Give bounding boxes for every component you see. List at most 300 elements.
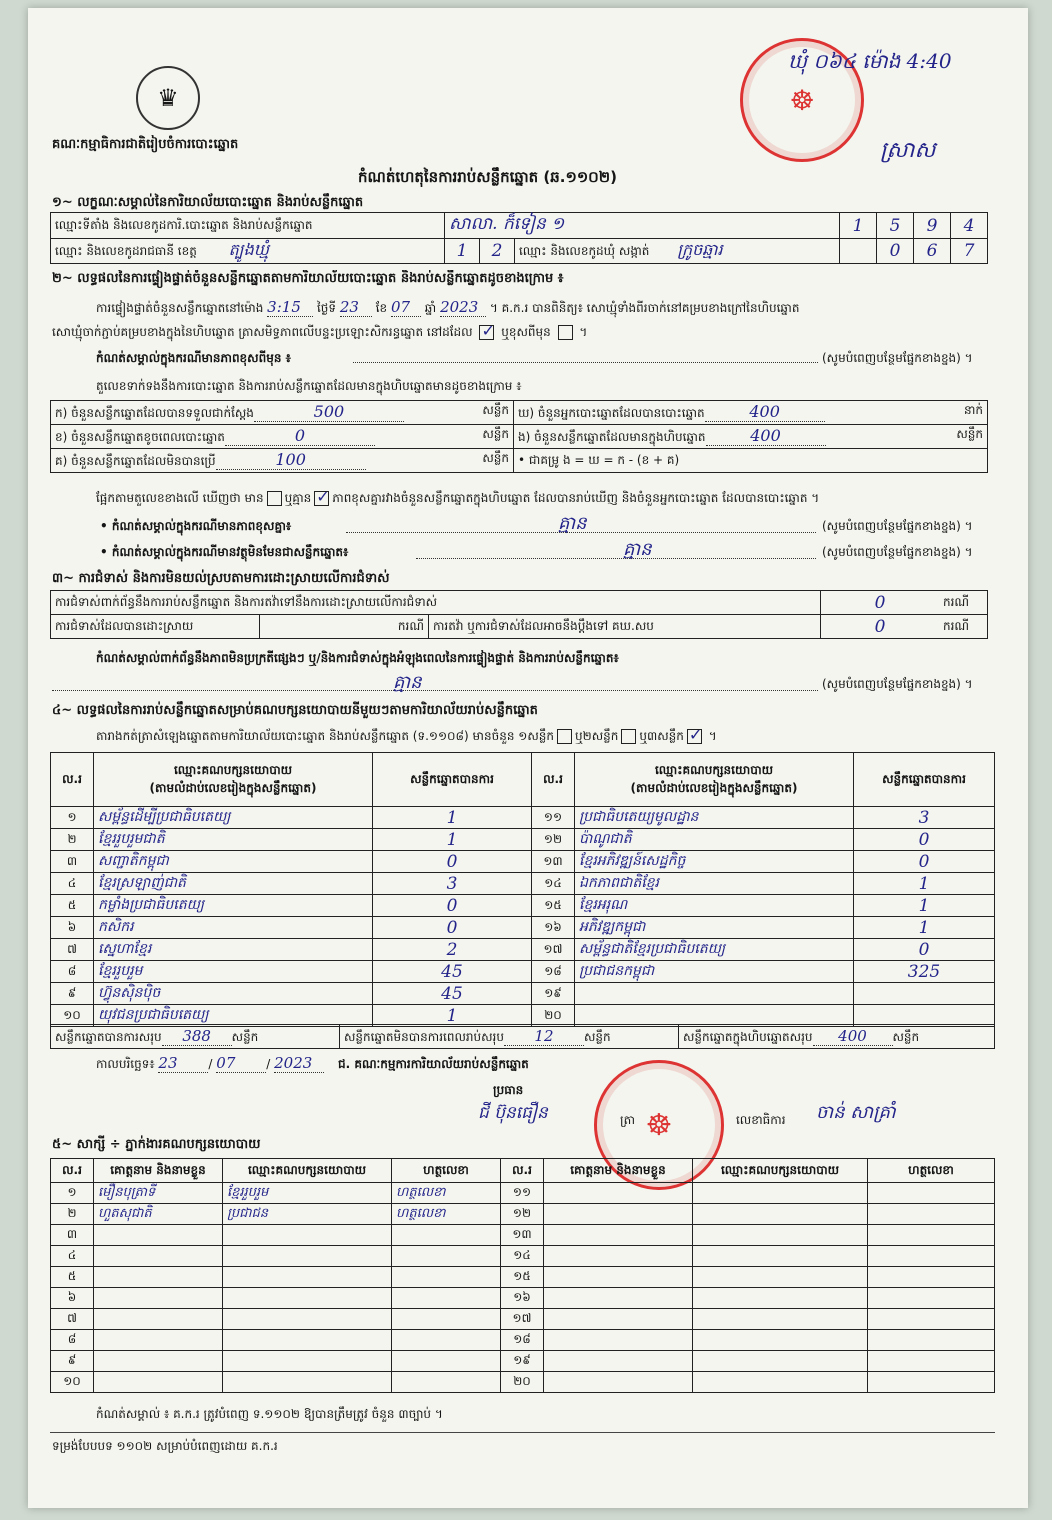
col-votes: សន្លឹកឆ្នោតបានការ — [373, 753, 532, 807]
party-name: សម្ព័ន្ធដើម្បីប្រជាធិបតេយ្យ — [94, 807, 373, 829]
party-name: ខ្មែរស្រឡាញ់ជាតិ — [94, 873, 373, 895]
witness-party — [693, 1225, 868, 1246]
table-row — [51, 1288, 995, 1309]
witness-signature — [392, 1330, 501, 1351]
province-label: ឈ្មោះ និងលេខកូដរាជធានី ខេត្ត — [55, 244, 197, 258]
objections-label: ការជំទាស់ពាក់ព័ន្ធនឹងការរាប់សន្លឹកឆ្នោត និងការតវ៉ាទៅនឹងការដោះស្រាយលើការជំទាស់ — [51, 591, 821, 615]
top-right-signature: ស្រាស — [880, 138, 936, 163]
difference-note-line — [353, 362, 818, 363]
witness-name — [94, 1267, 223, 1288]
section-4-title: ៤~ លទ្ធផលនៃការរាប់សន្លឹកឆ្នោតសម្រាប់គណបក្សនយោបាយនីមួយៗតាមការិយាល័យរាប់សន្លឹកឆ្នោត — [52, 703, 538, 718]
verification-line-2: សោឃ្មុំចាក់ភ្ជាប់គម្របខាងក្នុងនៃហិបឆ្នោត ត្រាសមិទ្ធភាពលើបន្ទះប្រឡោះសិករន្ធឆ្នោត នៅដដែល ✓ ឬខុសពីមុន ។ — [52, 324, 587, 342]
witness-name — [544, 1267, 693, 1288]
stamp-label: ត្រា — [620, 1113, 635, 1127]
witness-no: ៩ — [51, 1351, 94, 1372]
spoiled-ballots-unit: សន្លឹក — [482, 427, 509, 441]
witness-party — [223, 1309, 392, 1330]
one-sheet-checkbox[interactable] — [557, 729, 572, 744]
ballots-in-box-unit: សន្លឹក — [956, 427, 983, 441]
objections-table — [50, 590, 988, 639]
witness-no: ១៣ — [501, 1225, 544, 1246]
verification-text-a: ការផ្ទៀងផ្ទាត់ចំនួនសន្លឹកឆ្នោតនៅម៉ោង — [96, 301, 264, 315]
tally-sheet-text: តារាងកត់ត្រាសំឡេងឆ្នោតតាមការិយាល័យបោះឆ្នោត និងរាប់សន្លឹកឆ្នោត (ទ.១១០៨) មានចំនួន ១សន្លឹក — [96, 729, 554, 743]
discrepancy-note-line — [346, 532, 816, 533]
chair-signature: ជី ប៊ុនធឿន — [478, 1103, 548, 1123]
witness-no: ៨ — [51, 1330, 94, 1351]
province-row — [51, 239, 445, 264]
party-no: ៥ — [51, 895, 94, 917]
witness-signature — [392, 1372, 501, 1393]
party-votes: 3 — [373, 873, 532, 895]
party-name: អភិវឌ្ឍកម្ពុជា — [575, 917, 854, 939]
table-row — [51, 829, 995, 851]
witness-name — [544, 1309, 693, 1330]
table-row — [51, 1246, 995, 1267]
witness-party — [693, 1309, 868, 1330]
col-votes: សន្លឹកឆ្នោតបានការ — [854, 753, 995, 807]
party-votes: 325 — [854, 961, 995, 983]
witness-no: ២០ — [501, 1372, 544, 1393]
witness-name — [94, 1225, 223, 1246]
commune-label: ឈ្មោះ និងលេខកូដឃុំ សង្កាត់ — [519, 244, 650, 258]
unused-ballots-value: 100 — [216, 450, 366, 470]
box-total-value: 400 — [813, 1027, 893, 1046]
witness-signature — [868, 1225, 995, 1246]
witness-name — [544, 1351, 693, 1372]
valid-total-value: 388 — [162, 1027, 232, 1046]
party-no: ១៨ — [532, 961, 575, 983]
province-code-digit: 1 — [445, 239, 480, 264]
witness-no: ៧ — [51, 1309, 94, 1330]
commune-row — [515, 239, 840, 264]
witness-signature — [868, 1204, 995, 1225]
date-month: 07 — [216, 1054, 266, 1073]
formula-cell: • ជាគម្រូ ង = ឃ = ក - (ខ + គ) — [514, 449, 988, 473]
commune-code-spacer — [840, 239, 877, 264]
invalid-total-cell — [340, 1025, 679, 1049]
objections-value: 0 — [821, 591, 940, 615]
secretary-title: លេខាធិការ — [736, 1113, 786, 1127]
witness-party — [223, 1351, 392, 1372]
table-row — [51, 939, 995, 961]
table-row — [51, 873, 995, 895]
witness-no: ១៧ — [501, 1309, 544, 1330]
section-5-title: ៥~ សាក្សី ÷ ភ្នាក់ងារគណបក្សនយោបាយ — [52, 1137, 261, 1152]
province-code-digit: 2 — [480, 239, 515, 264]
col-signature: ហត្ថលេខា — [868, 1159, 995, 1183]
objections-unit: ករណី — [939, 591, 988, 615]
party-no: ៨ — [51, 961, 94, 983]
footer-note: កំណត់សម្គាល់ ៖ គ.ក.រ ត្រូវបំពេញ ទ.១១០២ ឱ្យបានត្រឹមត្រូវ ចំនួន ៣ច្បាប់ ។ — [96, 1407, 443, 1421]
witness-name — [94, 1288, 223, 1309]
witness-party — [223, 1267, 392, 1288]
witness-signature: ហត្ថលេខា — [392, 1183, 501, 1204]
col-party — [575, 753, 854, 807]
spoiled-ballots-cell — [51, 425, 514, 449]
witness-signature — [392, 1309, 501, 1330]
party-name: ខ្មែររួបរួមជាតិ — [94, 829, 373, 851]
party-no: ៤ — [51, 873, 94, 895]
table-row — [51, 1183, 995, 1204]
col-name: គោត្តនាម និងនាមខ្លួន — [94, 1159, 223, 1183]
box-total-unit: សន្លឹក — [892, 1029, 920, 1044]
appealed-value: 0 — [821, 615, 940, 639]
witness-party — [223, 1225, 392, 1246]
box-total-label: សន្លឹកឆ្នោតក្នុងហិបឆ្នោតសរុប — [683, 1029, 813, 1044]
no-discrepancy-checkbox[interactable] — [314, 491, 329, 506]
col-no: ល.រ — [501, 1159, 544, 1183]
witness-party — [223, 1330, 392, 1351]
commune-code-digit: 7 — [951, 239, 988, 264]
changed-checkbox[interactable] — [558, 325, 573, 340]
col-party-sub: (តាមលំដាប់លេខរៀងក្នុងសន្លឹកឆ្នោត) — [149, 780, 317, 795]
location-code-digit: 9 — [914, 213, 951, 239]
witness-no: ២ — [51, 1204, 94, 1225]
spoiled-ballots-label: ខ) ចំនួនសន្លឹកឆ្នោតខូចពេលបោះឆ្នោត — [55, 430, 225, 444]
witness-signature — [868, 1351, 995, 1372]
box-total-cell — [679, 1025, 995, 1049]
verification-text-2: សោឃ្មុំចាក់ភ្ជាប់គម្របខាងក្នុងនៃហិបឆ្នោត ត្រាសមិទ្ធភាពលើបន្ទះប្រឡោះសិករន្ធឆ្នោត នៅដដែល — [52, 325, 473, 339]
party-votes: 0 — [854, 939, 995, 961]
party-votes: 1 — [373, 1005, 532, 1027]
col-signature: ហត្ថលេខា — [392, 1159, 501, 1183]
discrepancy-note-value: គ្មាន — [558, 513, 587, 534]
witness-no: ៤ — [51, 1246, 94, 1267]
party-name: ហ៊្វុនស៊ិនប៉ិច — [94, 983, 373, 1005]
col-name: គោត្តនាម និងនាមខ្លួន — [544, 1159, 693, 1183]
party-votes: 1 — [373, 807, 532, 829]
witness-signature — [392, 1288, 501, 1309]
party-no: ១២ — [532, 829, 575, 851]
official-stamp-bottom: ☸ — [594, 1060, 724, 1190]
changed-label: ឬខុសពីមុន — [501, 325, 551, 339]
table-row — [51, 807, 995, 829]
party-votes: 0 — [373, 851, 532, 873]
commune-code-digit: 0 — [877, 239, 914, 264]
section-3-title: ៣~ ការជំទាស់ និងការមិនយល់ស្របតាមការដោះស្រាយលើការជំទាស់ — [52, 571, 390, 586]
witness-party — [223, 1288, 392, 1309]
party-name: យុវជនប្រជាធិបតេយ្យ — [94, 1005, 373, 1027]
form-page — [28, 8, 1028, 1508]
discrepancy-line — [96, 490, 1016, 508]
witness-no: ១០ — [51, 1372, 94, 1393]
witness-no: ១៨ — [501, 1330, 544, 1351]
foreign-object-note-label: • កំណត់សម្គាល់ក្នុងករណីមានវត្ថុមិនមែនជាសន្លឹកឆ្នោត៖ — [100, 545, 349, 559]
party-no: ១៥ — [532, 895, 575, 917]
party-name: កម្លាំងប្រជាធិបតេយ្យ — [94, 895, 373, 917]
commune-code-digit: 6 — [914, 239, 951, 264]
table-row — [51, 895, 995, 917]
party-name: ប្រជាជនកម្ពុជា — [575, 961, 854, 983]
witness-signature — [868, 1267, 995, 1288]
invalid-total-label: សន្លឹកឆ្នោតមិនបានការពេលរាប់សរុប — [344, 1029, 504, 1044]
witness-name — [94, 1351, 223, 1372]
party-name: ឯកភាពជាតិខ្មែរ — [575, 873, 854, 895]
witness-name — [94, 1309, 223, 1330]
appealed-label: ការតវ៉ា ឬការជំទាស់ដែលអាចនឹងប្តឹងទៅ គឃ.សប — [429, 615, 821, 639]
witness-signature — [868, 1309, 995, 1330]
table-row — [51, 1225, 995, 1246]
witness-signature — [868, 1183, 995, 1204]
col-party: ឈ្មោះគណបក្សនយោបាយ — [693, 1159, 868, 1183]
irregularities-note-line — [52, 690, 818, 691]
witness-party — [693, 1267, 868, 1288]
three-sheets-label: ឬ៣សន្លឹក — [639, 729, 684, 743]
form-title: កំណត់ហេតុនៃការរាប់សន្លឹកឆ្នោត (ឆ.១១០២) — [358, 168, 618, 186]
ballots-in-box-value: 400 — [706, 426, 826, 446]
witness-party: ប្រជាជន — [223, 1204, 392, 1225]
spoiled-ballots-value: 0 — [225, 426, 375, 446]
two-sheets-label: ឬ២សន្លឹក — [575, 729, 619, 743]
party-votes: 45 — [373, 983, 532, 1005]
three-sheets-checkbox[interactable] — [687, 729, 702, 744]
witness-name — [544, 1246, 693, 1267]
verification-year: 2023 — [440, 298, 486, 317]
witness-signature — [868, 1246, 995, 1267]
received-ballots-label: ក) ចំនួនសន្លឹកឆ្នោតដែលបានទទួលជាក់ស្តែង — [55, 406, 254, 420]
witness-name — [544, 1330, 693, 1351]
province-value: ត្បូងឃ្មុំ — [228, 240, 269, 259]
col-no: ល.រ — [532, 753, 575, 807]
party-name: ប្រជាធិបតេយ្យមូលដ្ឋាន — [575, 807, 854, 829]
party-results-table — [50, 752, 995, 1027]
col-party-label: ឈ្មោះគណបក្សនយោបាយ — [173, 762, 293, 777]
valid-total-unit: សន្លឹក — [231, 1029, 259, 1044]
col-party: ឈ្មោះគណបក្សនយោបាយ — [223, 1159, 392, 1183]
witness-name — [544, 1288, 693, 1309]
chair-title: ប្រធាន — [493, 1083, 524, 1097]
party-votes: 0 — [854, 851, 995, 873]
unused-ballots-label: គ) ចំនួនសន្លឹកឆ្នោតដែលមិនបានប្រើ — [55, 454, 216, 468]
col-party — [94, 753, 373, 807]
ballot-figures-table — [50, 400, 988, 473]
section-1-table — [50, 212, 988, 264]
witness-party — [223, 1372, 392, 1393]
party-no: ១៩ — [532, 983, 575, 1005]
received-ballots-value: 500 — [254, 402, 404, 422]
section-1-title: ១~ លក្ខណៈសម្គាល់នៃការិយាល័យបោះឆ្នោត និងរាប់សន្លឹកឆ្នោត — [52, 195, 364, 210]
party-no: ១៣ — [532, 851, 575, 873]
party-no: ១១ — [532, 807, 575, 829]
table-row — [51, 1309, 995, 1330]
location-label: ឈ្មោះទីតាំង និងលេខកូដការិ.បោះឆ្នោត និងរាប់សន្លឹកឆ្នោត — [51, 213, 445, 239]
valid-total-cell — [51, 1025, 340, 1049]
foreign-object-note-hint: (សូមបំពេញបន្ថែមផ្នែកខាងខ្នង) ។ — [822, 545, 973, 559]
irregularities-note-hint: (សូមបំពេញបន្ថែមផ្នែកខាងខ្នង) ។ — [822, 677, 973, 691]
irregularities-note-value: គ្មាន — [393, 672, 422, 693]
party-no: ១៤ — [532, 873, 575, 895]
party-votes: 0 — [373, 895, 532, 917]
two-sheets-checkbox[interactable] — [621, 729, 636, 744]
voters-value: 400 — [705, 402, 825, 422]
witness-signature — [868, 1330, 995, 1351]
unused-ballots-unit: សន្លឹក — [482, 451, 509, 465]
witness-no: ៥ — [51, 1267, 94, 1288]
date-day: 23 — [158, 1054, 208, 1073]
appealed-unit: ករណី — [939, 615, 988, 639]
table-row — [51, 961, 995, 983]
witness-no: ១២ — [501, 1204, 544, 1225]
party-no: ១ — [51, 807, 94, 829]
discrepancy-text-b: ឬគ្មាន — [284, 491, 312, 505]
committee-name: គណៈកម្មាធិការជាតិរៀបចំការបោះឆ្នោត — [52, 137, 239, 152]
witness-signature — [868, 1288, 995, 1309]
difference-note-hint: (សូមបំពេញបន្ថែមផ្នែកខាងខ្នង) ។ — [822, 351, 973, 365]
foreign-object-note-line — [416, 558, 816, 559]
party-votes: 45 — [373, 961, 532, 983]
ballots-in-box-cell — [514, 425, 988, 449]
discrepancy-note-label: • កំណត់សម្គាល់ក្នុងករណីមានភាពខុសគ្នា៖ — [100, 519, 292, 533]
witness-party — [693, 1183, 868, 1204]
witness-signature — [392, 1246, 501, 1267]
table-row — [51, 983, 995, 1005]
location-code-digit: 1 — [840, 213, 877, 239]
official-stamp-top: ☸ — [740, 38, 864, 162]
party-name: ខ្មែររួបរួម — [94, 961, 373, 983]
discrepancy-text-c: ភាពខុសគ្នារវាងចំនួនសន្លឹកឆ្នោតក្នុងហិបឆ្នោត ដែលបានរាប់ឃើញ និងចំនួនអ្នកបោះឆ្នោត ដែលបានបោះឆ្នោត ។ — [332, 491, 820, 505]
party-no: ១០ — [51, 1005, 94, 1027]
foreign-object-note-value: គ្មាន — [623, 539, 652, 560]
witness-name: ហួតសុជាតិ — [94, 1204, 223, 1225]
witness-party: ខ្មែររួបរួម — [223, 1183, 392, 1204]
table-row — [51, 1372, 995, 1393]
party-no: ៦ — [51, 917, 94, 939]
received-ballots-cell — [51, 401, 514, 425]
col-party-label: ឈ្មោះគណបក្សនយោបាយ — [654, 762, 774, 777]
party-name: ប៉ាណូជាតិ — [575, 829, 854, 851]
same-checkbox[interactable] — [479, 325, 494, 340]
top-right-note: ឃុំ ០៦៤ ម៉ោង 4:40 — [788, 49, 952, 73]
location-code-digit: 5 — [877, 213, 914, 239]
secretary-signature: ចាន់ សាគ្រាំ — [816, 1102, 896, 1123]
witness-party — [693, 1372, 868, 1393]
has-discrepancy-checkbox[interactable] — [267, 491, 282, 506]
witness-no: ១៦ — [501, 1288, 544, 1309]
party-votes: 0 — [854, 829, 995, 851]
witness-name — [94, 1372, 223, 1393]
col-party-sub: (តាមលំដាប់លេខរៀងក្នុងសន្លឹកឆ្នោត) — [630, 780, 798, 795]
witness-no: ៣ — [51, 1225, 94, 1246]
party-no: ១៦ — [532, 917, 575, 939]
date-line: កាលបរិច្ឆេទ៖ 23 / 07 / 2023 ជ. គណៈកម្មការការិយាល័យរាប់សន្លឹកឆ្នោត — [96, 1054, 529, 1072]
difference-note-label: កំណត់សម្គាល់ក្នុងករណីមានភាពខុសពីមុន ៖ — [96, 351, 291, 365]
party-no: ៣ — [51, 851, 94, 873]
voters-unit: នាក់ — [963, 403, 983, 417]
valid-total-label: សន្លឹកឆ្នោតបានការសរុប — [55, 1029, 162, 1044]
witness-no: ១ — [51, 1183, 94, 1204]
section-2-title: ២~ លទ្ធផលនៃការផ្ទៀងផ្ទាត់ចំនួនសន្លឹកឆ្នោតតាមការិយាល័យបោះឆ្នោត និងរាប់សន្លឹកឆ្នោតដូចខាងក្រោម ៖ — [52, 271, 564, 286]
party-no: ៩ — [51, 983, 94, 1005]
col-no: ល.រ — [51, 753, 94, 807]
party-name: ខ្មែរអភិវឌ្ឍន៍សេដ្ឋកិច្ច — [575, 851, 854, 873]
witness-party — [693, 1351, 868, 1372]
tally-sheet-line: តារាងកត់ត្រាសំឡេងឆ្នោតតាមការិយាល័យបោះឆ្នោត និងរាប់សន្លឹកឆ្នោត (ទ.១១០៨) មានចំនួន ១សន្លឹក ឬ២សន្លឹក ឬ៣សន្លឹក✓ ។ — [96, 728, 717, 746]
unused-ballots-cell — [51, 449, 514, 473]
party-votes: 3 — [854, 807, 995, 829]
party-votes: 1 — [373, 829, 532, 851]
party-votes: 1 — [854, 895, 995, 917]
witness-party — [693, 1288, 868, 1309]
witness-signature — [392, 1267, 501, 1288]
witness-party — [693, 1330, 868, 1351]
party-votes: 1 — [854, 873, 995, 895]
counting-committee: ជ. គណៈកម្មការការិយាល័យរាប់សន្លឹកឆ្នោត — [337, 1057, 529, 1071]
figures-intro: តួលេខទាក់ទងនឹងការបោះឆ្នោត និងការរាប់សន្លឹកឆ្នោតដែលមានក្នុងហិបឆ្នោតមានដូចខាងក្រោម ៖ — [96, 379, 522, 393]
verification-text-e: ។ គ.ក.រ បានពិនិត្យ៖ សោឃ្មុំទាំងពីរចាក់នៅគម្របខាងក្រៅនៃហិបឆ្នោត — [489, 301, 800, 315]
witness-party — [223, 1246, 392, 1267]
witness-signature — [392, 1225, 501, 1246]
verification-time: 3:15 — [267, 298, 313, 317]
date-year: 2023 — [274, 1054, 324, 1073]
party-name: ខ្មែរអរុណ — [575, 895, 854, 917]
verification-text-c: ខែ — [375, 301, 388, 315]
verification-day: 23 — [340, 298, 372, 317]
discrepancy-note-hint: (សូមបំពេញបន្ថែមផ្នែកខាងខ្នង) ។ — [822, 519, 973, 533]
party-votes: 2 — [373, 939, 532, 961]
resolved-label: ការជំទាស់ដែលបានដោះស្រាយ — [51, 615, 260, 639]
voters-cell — [514, 401, 988, 425]
party-name — [575, 983, 854, 1005]
resolved-unit: ករណី — [260, 615, 429, 639]
table-row — [51, 851, 995, 873]
footer-form-label: ទម្រង់បែបបទ ១១០២ សម្រាប់បំពេញដោយ គ.ក.រ — [52, 1439, 278, 1453]
party-name: កសិករ — [94, 917, 373, 939]
location-code-digit: 4 — [951, 213, 988, 239]
received-ballots-unit: សន្លឹក — [482, 403, 509, 417]
table-row — [51, 917, 995, 939]
witness-no: ១៩ — [501, 1351, 544, 1372]
date-label: កាលបរិច្ឆេទ៖ — [96, 1057, 155, 1071]
party-no: ៧ — [51, 939, 94, 961]
verification-text-d: ឆ្នាំ — [424, 301, 437, 315]
table-row — [51, 1330, 995, 1351]
witness-no: ៦ — [51, 1288, 94, 1309]
witness-name — [544, 1183, 693, 1204]
party-votes — [854, 983, 995, 1005]
witness-name — [94, 1246, 223, 1267]
discrepancy-text-a: ផ្អែកតាមតួលេខខាងលើ ឃើញថា មាន — [96, 491, 264, 505]
witness-name — [544, 1204, 693, 1225]
party-no: ២ — [51, 829, 94, 851]
ballots-in-box-label: ង) ចំនួនសន្លឹកឆ្នោតដែលមានក្នុងហិបឆ្នោត — [518, 430, 706, 444]
party-votes: 1 — [854, 917, 995, 939]
party-name: សម្ព័ន្ធជាតិខ្មែរប្រជាធិបតេយ្យ — [575, 939, 854, 961]
witness-party — [693, 1204, 868, 1225]
irregularities-note-label: កំណត់សម្គាល់ពាក់ព័ន្ធនឹងភាពមិនប្រក្រតីផ្សេងៗ ឬ/និងការជំទាស់ក្នុងអំឡុងពេលនៃការផ្ទៀងផ្ទាត់ និងការរាប់សន្លឹកឆ្នោត៖ — [96, 651, 619, 665]
table-row — [51, 1351, 995, 1372]
table-row — [51, 1267, 995, 1288]
table-row — [51, 1204, 995, 1225]
footer-divider — [50, 1432, 995, 1433]
party-no: ១៧ — [532, 939, 575, 961]
party-no: ២០ — [532, 1005, 575, 1027]
witness-name: មឿនបុត្រាទី — [94, 1183, 223, 1204]
witness-no: ១១ — [501, 1183, 544, 1204]
witness-party — [693, 1246, 868, 1267]
verification-text-b: ថ្ងៃទី — [317, 301, 337, 315]
col-no: ល.រ — [51, 1159, 94, 1183]
witness-table — [50, 1158, 995, 1393]
witness-no: ១៥ — [501, 1267, 544, 1288]
witness-no: ១៤ — [501, 1246, 544, 1267]
witness-name — [544, 1225, 693, 1246]
voters-label: ឃ) ចំនួនអ្នកបោះឆ្នោតដែលបានបោះឆ្នោត — [518, 406, 705, 420]
witness-name — [94, 1330, 223, 1351]
party-votes: 0 — [373, 917, 532, 939]
witness-signature: ហត្ថលេខា — [392, 1204, 501, 1225]
witness-name — [544, 1372, 693, 1393]
totals-table — [50, 1024, 995, 1049]
